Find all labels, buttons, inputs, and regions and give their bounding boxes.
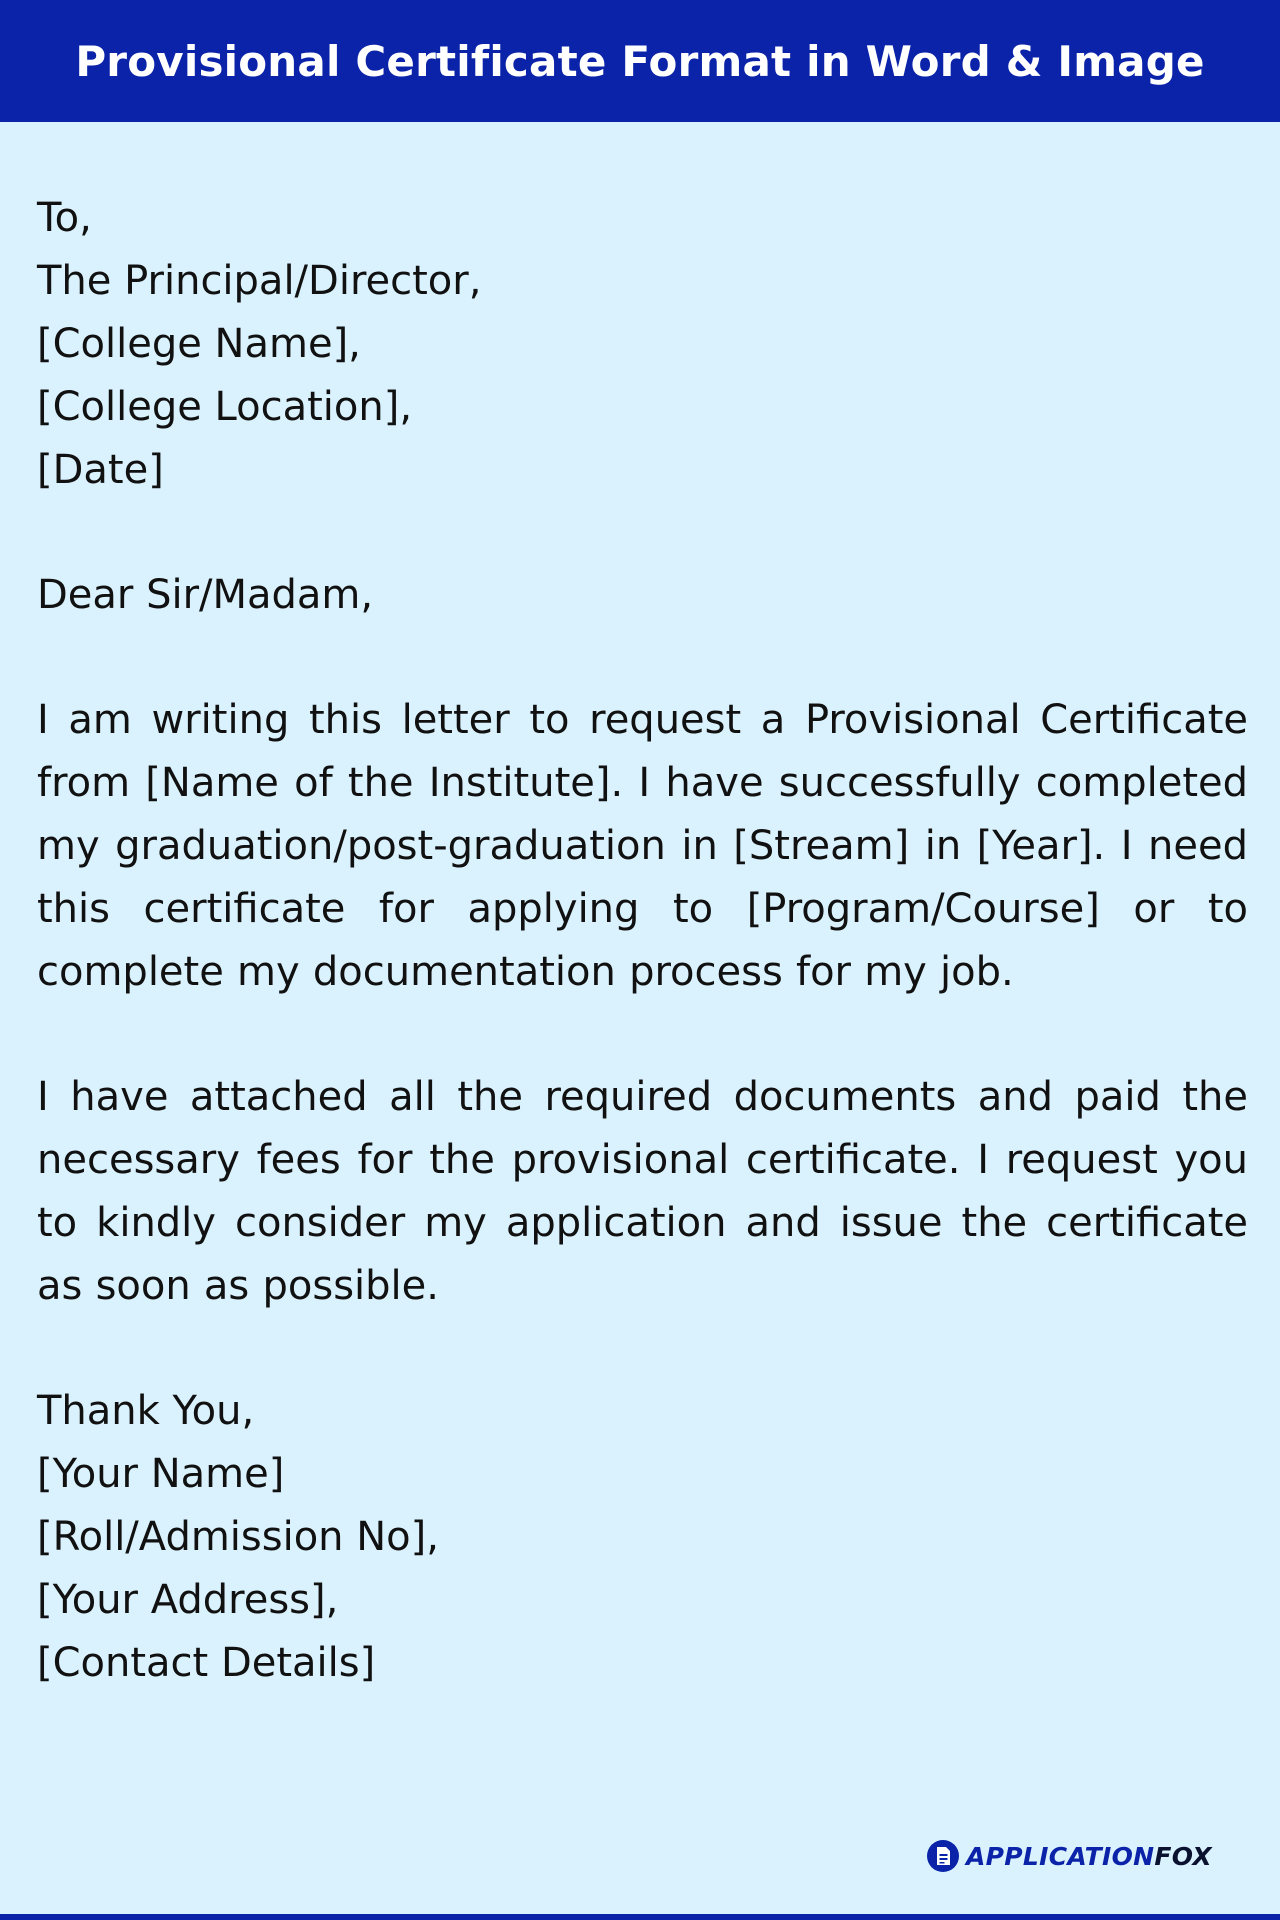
closing: Thank You,	[37, 1388, 255, 1434]
logo-text-secondary: FOX	[1154, 1841, 1212, 1871]
address-line: [College Name],	[37, 321, 361, 367]
body-paragraph: I have attached all the required documents and paid the necessary fees for the provisional certificate. I request you to kindly consider my application and issue the certificate as soon as possible.	[37, 1074, 1248, 1309]
signature-line: [Roll/Admission No],	[37, 1514, 439, 1560]
body-paragraph: I am writing this letter to request a Provisional Certificate from [Name of the Institute]. I have successfully completed my graduation/post-graduation in [Stream] in [Year]. I need this certificate for applying to [Program/Course] or to complete my documentation process for my job.	[37, 697, 1248, 995]
document-icon	[926, 1839, 960, 1873]
page-title: Provisional Certificate Format in Word & Image	[75, 36, 1205, 86]
salutation: Dear Sir/Madam,	[37, 572, 374, 618]
spacer	[37, 502, 1248, 564]
address-line: [Date]	[37, 447, 164, 493]
address-line: [College Location],	[37, 384, 413, 430]
logo-wordmark	[966, 1842, 1212, 1871]
logo-text-primary: APPLICATION	[966, 1841, 1155, 1871]
address-line: To,	[37, 195, 92, 241]
signature-line: [Your Address],	[37, 1577, 339, 1623]
bottom-border	[0, 1914, 1280, 1920]
letter-body	[37, 187, 1248, 1695]
signature-line: [Your Name]	[37, 1451, 285, 1497]
address-line: The Principal/Director,	[37, 258, 482, 304]
spacer	[37, 627, 1248, 689]
signature-line: [Contact Details]	[37, 1640, 376, 1686]
header-banner	[0, 0, 1280, 122]
spacer	[37, 1318, 1248, 1380]
spacer	[37, 1004, 1248, 1066]
signature-block	[37, 1443, 1248, 1695]
recipient-address	[37, 187, 1248, 502]
applicationfox-logo	[926, 1839, 1212, 1873]
